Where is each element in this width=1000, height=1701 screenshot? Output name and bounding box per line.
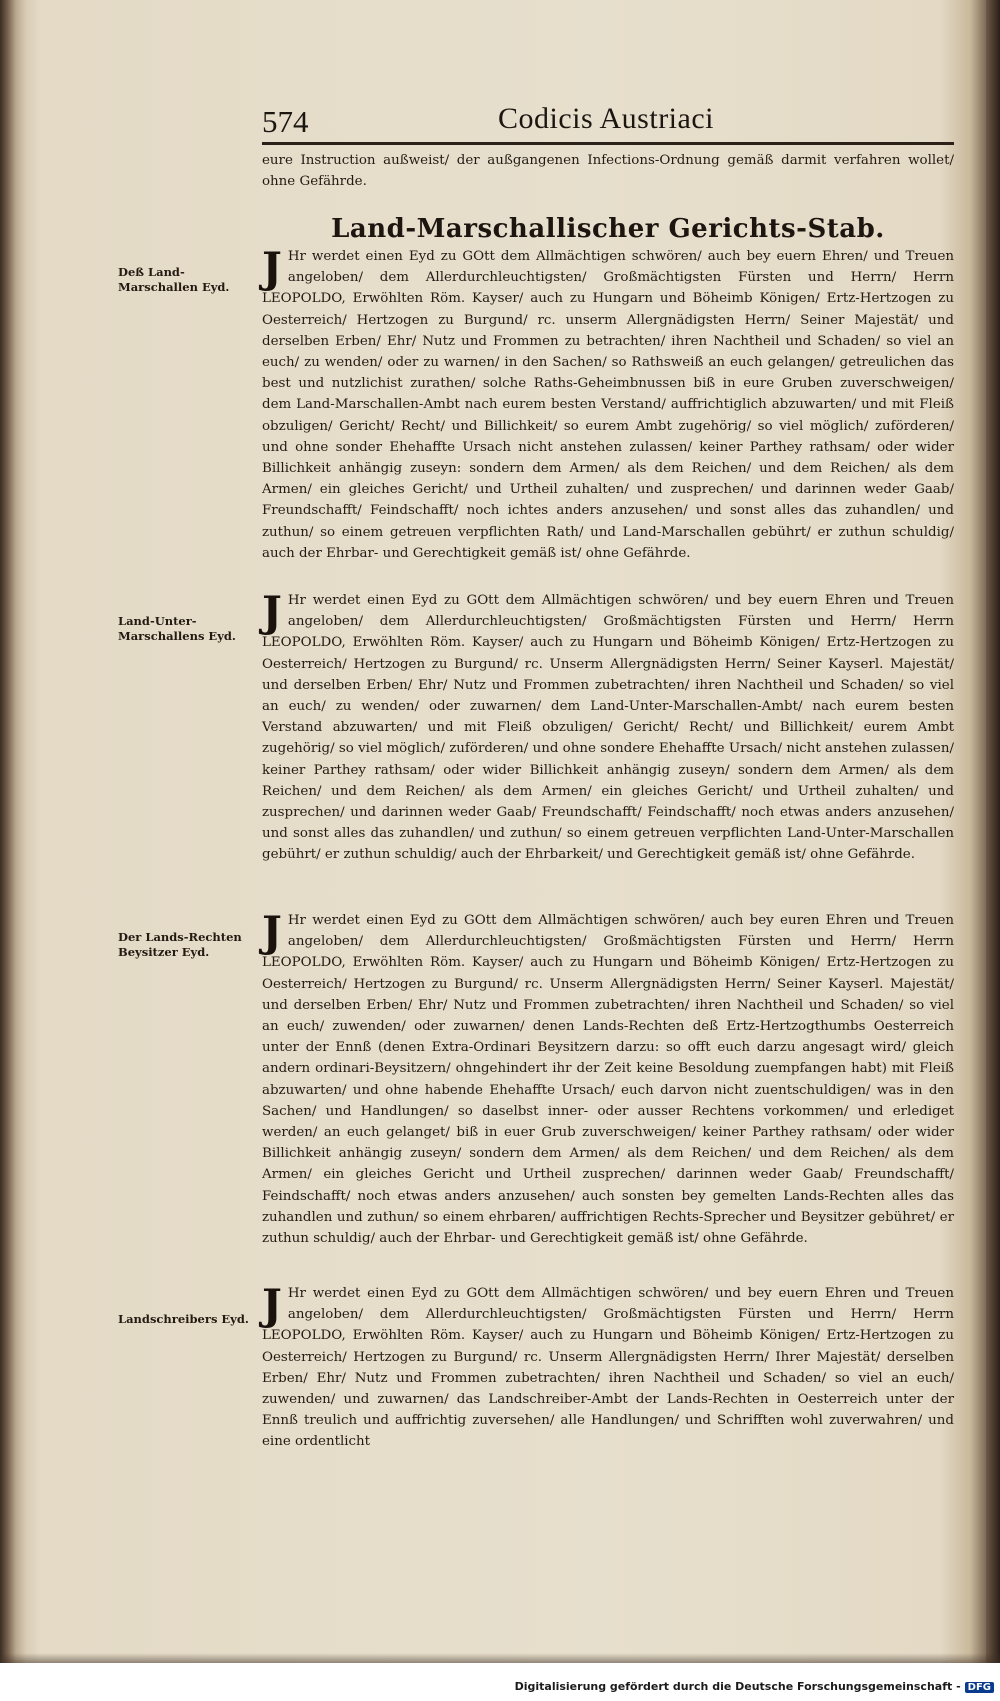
page-number: 574 [262,104,309,139]
initial-letter: J [262,243,282,292]
oath-text: Hr werdet einen Eyd zu GOtt dem Allmächtigen schwören/ auch bey euren Ehren und Treuen angeloben/ dem Allerdurchleuchtigsten/ Großmächtigsten Fürsten und Herrn/ Herrn LEOPOLDO, Erwöhlten Röm. Kayser/ auch zu Hungarn und Böheimb Königen/ Ertz-Hertzogen zu Oesterreich/ Hertzogen zu Burgund/ rc. Unserm Allergnädigsten Herrn/ Seiner Kayserl. Majestät/ und derselben Erben/ Ehr/ Nutz und Frommen zubetrachten/ ihren Nachtheil und Schaden/ so viel an euch/ zuwenden/ oder zuwarnen/ denen Lands-Rechten deß Ertz-Hertzogthumbs Oesterreich unter der Ennß (denen Extra-Ordinari Beysitzern darzu: so offt euch darzu angesagt wird/ gleich andern ordinari-Beysitzern/ ohngehindert ihr der Zeit keine Besoldung zuempfangen habt) mit Fleiß abzuwarten/ und ohne habende Ehehaffte Ursach/ euch darvon nicht zuentschuldigen/ was in den Sachen/ und Handlungen/ so daselbst inner- oder ausser Rechtens vorkommen/ und erlediget werden/ an euch gelanget/ biß in euer Grub zuverschweigen/ keiner Parthey rathsam/ oder wider Billichkeit anhängig zuseyn/ sondern dem Armen/ als dem Reichen/ und dem Reichen/ als dem Armen/ ein gleiches Gericht und Urtheil zusprechen/ darinnen weder Gaab/ Freundschafft/ Feindschafft/ noch etwas anders anzusehen/ auch sonsten bey gemelten Lands-Rechten alles das zuhandlen und zuthun/ so einem ehrbaren/ auffrichtigen Rechts-Sprecher und Beysitzer gebühret/ er zuthun schuldig/ auch der Ehrbar- und Gerechtigkeit gemäß ist/ ohne Gefährde. [262,913,954,1247]
running-title: Codicis Austriaci [498,102,714,135]
oath-paragraph [262,243,954,564]
initial-letter: J [262,587,282,636]
oath-text: Hr werdet einen Eyd zu GOtt dem Allmächtigen schwören/ auch bey euern Ehren/ und Treuen angeloben/ dem Allerdurchleuchtigsten/ Großmächtigsten Fürsten und Herrn/ Herrn LEOPOLDO, Erwöhlten Röm. Kayser/ auch zu Hungarn und Böheimb Königen/ Ertz-Hertzogen zu Oesterreich/ Hertzogen zu Burgund/ rc. unserm Allergnädigsten Herrn/ Seiner Majestät/ und derselben Erben/ Ehr/ Nutz und Frommen zu betrachten/ ihren Nachtheil und Schaden/ so viel an euch/ zu wenden/ oder zu warnen/ in den Sachen/ so Rathsweiß an euch gelangen/ getreulichen das best und nutzlichist zurathen/ solche Raths-Geheimbnussen biß in eure Gruben zuverschweigen/ dem Land-Marschallen-Ambt nach eurem besten Verstand/ auffrichtiglich abzuwarten/ und mit Fleiß obzuligen/ Gericht/ Recht/ und Billichkeit/ so eurem Ambt zugehörig/ so viel möglich/ zuförderen/ und ohne sonder Ehehaffte Ursach nicht anstehen zulassen/ keiner Parthey rathsam/ oder wider Billichkeit anhängig zuseyn: sondern dem Armen/ als dem Reichen/ und dem Reichen/ als dem Armen/ ein gleiches Gericht/ und Urtheil zuhalten/ und zusprechen/ und darinnen weder Gaab/ Freundschafft/ Feindschafft/ noch ichtes anders anzusehen/ und sonst alles das zuhandlen/ und zuthun/ so einem getreuen verpflichten Rath/ und Land-Marschallen gebührt/ er zuthun schuldig/ auch der Ehrbar- und Gerechtigkeit gemäß ist/ ohne Gefährde. [262,249,954,561]
oath-text: Hr werdet einen Eyd zu GOtt dem Allmächtigen schwören/ und bey euern Ehren und Treuen angeloben/ dem Allerdurchleuchtigsten/ Großmächtigsten Fürsten und Herrn/ Herrn LEOPOLDO, Erwöhlten Röm. Kayser/ auch zu Hungarn und Böheimb Königen/ Ertz-Hertzogen zu Oesterreich/ Hertzogen zu Burgund/ rc. Unserm Allergnädigsten Herrn/ Seiner Kayserl. Majestät/ und derselben Erben/ Ehr/ Nutz und Frommen zubetrachten/ ihren Nachtheil und Schaden/ so viel an euch/ zu wenden/ oder zuwarnen/ dem Land-Unter-Marschallen-Ambt/ nach eurem besten Verstand abzuwarten/ und mit Fleiß obzuligen/ Gericht/ Recht/ und Billichkeit/ eurem Ambt zugehörig/ so viel möglich/ zuförderen/ und ohne sondere Ehehaffte Ursach/ nicht anstehen zulassen/ keiner Parthey rathsam/ oder wider Billichkeit anhängig zuseyn/ sondern dem Armen/ als dem Reichen/ und dem Reichen/ als dem Armen/ ein gleiches Gericht/ und Urtheil zuhalten/ und zusprechen/ und darinnen weder Gaab/ Freundschafft/ Feindschafft/ noch etwas anders anzusehen/ und sonst alles das zuhandlen/ und zuthun/ so einem getreuen verpflichten Land-Unter-Marschallen gebührt/ er zuthun schuldig/ auch der Ehrbarkeit/ und Gerechtigkeit gemäß ist/ ohne Gefährde. [262,593,954,863]
margin-note: Deß Land-Marschallen Eyd. [118,265,230,294]
page-header [262,98,958,142]
footer-band [0,1663,1000,1701]
page-bottom-shadow [0,1653,1000,1663]
dfg-logo-icon: DFG [965,1682,994,1693]
oath-paragraph [262,1280,954,1453]
funding-credit-text: Digitalisierung gefördert durch die Deutsche Forschungsgemeinschaft - [514,1680,961,1693]
oath-paragraph [262,907,954,1249]
oath-paragraph [262,587,954,866]
initial-letter: J [262,1280,282,1329]
margin-note: Der Lands-Rechten Beysitzer Eyd. [118,930,242,959]
oath-text: Hr werdet einen Eyd zu GOtt dem Allmächtigen schwören/ und bey euern Ehren und Treuen angeloben/ dem Allerdurchleuchtigsten/ Großmächtigsten Fürsten und Herrn/ Herrn LEOPOLDO, Erwöhlten Röm. Kayser/ auch zu Hungarn und Böheimb Königen/ Ertz-Hertzogen zu Oesterreich/ Hertzogen zu Burgund/ rc. Unserm Allergnädigsten Herrn/ Ihrer Majestät/ derselben Erben/ Ehr/ Nutz und Frommen zubetrachten/ ihren Nachtheil und Schaden/ so viel an euch/ zuwenden/ und zuwarnen/ das Landschreiber-Ambt der Lands-Rechten in Oesterreich unter der Ennß treulich und auffrichtig zuversehen/ alle Handlungen/ und Schrifften wohl zuverwahren/ und eine ordentlicht [262,1286,954,1450]
book-edge [986,0,1000,1701]
intro-paragraph: eure Instruction außweist/ der außgangenen Infections-Ordnung gemäß darmit verfahren wollet/ ohne Gefährde. [262,153,954,190]
margin-note: Landschreibers Eyd. [118,1312,249,1326]
header-rule [262,142,954,145]
initial-letter: J [262,907,282,956]
funding-credit [515,1680,994,1693]
section-heading: Land-Marschallischer Gerichts-Stab. [331,214,885,244]
margin-note: Land-Unter-Marschallens Eyd. [118,614,236,643]
